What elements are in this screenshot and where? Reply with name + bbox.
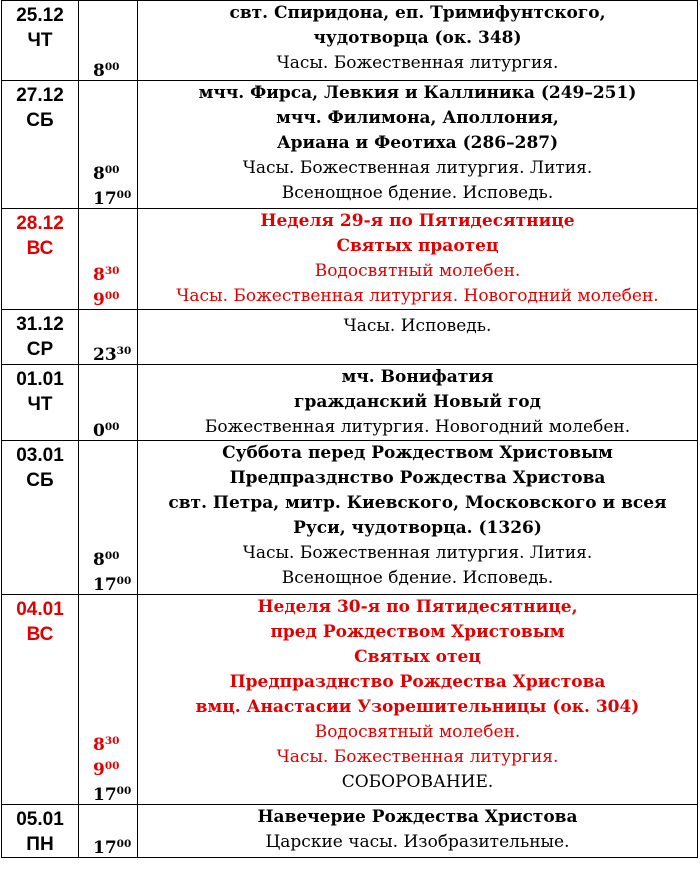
- weekday-text: ЧТ: [27, 394, 53, 415]
- feast-title: Святых праотец: [336, 236, 499, 256]
- time-cell: [79, 310, 138, 365]
- service-time: [93, 754, 137, 779]
- time-minutes: 00: [104, 760, 120, 772]
- time-minutes: 30: [116, 345, 132, 357]
- date-text: 28.12: [16, 213, 64, 234]
- description-cell: [138, 441, 698, 595]
- service-line: Всенощное бдение. Исповедь.: [281, 568, 554, 588]
- service-line: Царские часы. Изобразительные.: [265, 832, 570, 852]
- time-minutes: 00: [116, 189, 132, 201]
- date-cell: [2, 81, 79, 209]
- service-line: СОБОРОВАНИЕ.: [341, 772, 494, 792]
- time-minutes: 00: [116, 838, 132, 850]
- date-text: 03.01: [16, 445, 64, 466]
- time-hours: 9: [93, 290, 105, 310]
- time-cell: [79, 365, 138, 441]
- service-time: [93, 832, 137, 857]
- service-time: [93, 544, 137, 569]
- time-hours: 17: [93, 575, 117, 595]
- schedule-row: [2, 365, 698, 441]
- time-hours: 0: [93, 421, 105, 441]
- schedule-body: [2, 1, 698, 858]
- date-cell: [2, 310, 79, 365]
- service-line: Божественная литургия. Новогодний молебен.: [204, 417, 631, 437]
- time-minutes: 30: [104, 265, 120, 277]
- description-cell: [138, 365, 698, 441]
- description-cell: [138, 595, 698, 805]
- feast-title: Навечерие Рождества Христова: [257, 807, 578, 827]
- feast-title: мч. Вонифатия: [341, 367, 494, 387]
- time-list: [79, 158, 137, 208]
- service-time: [93, 339, 137, 364]
- time-cell: [79, 81, 138, 209]
- date-text: 31.12: [16, 314, 64, 335]
- time-list: [79, 832, 137, 857]
- description-cell: [138, 81, 698, 209]
- feast-title: свт. Петра, митр. Киевского, Московского и всея: [168, 493, 667, 513]
- time-cell: [79, 1, 138, 81]
- time-minutes: 30: [104, 735, 120, 747]
- feast-title: Святых отец: [354, 647, 481, 667]
- feast-title: свт. Спиридона, еп. Тримифунтского,: [229, 3, 606, 23]
- service-line: Часы. Божественная литургия.: [276, 53, 559, 73]
- schedule-row: [2, 1, 698, 81]
- feast-title: чудотворца (ок. 348): [313, 28, 522, 48]
- weekday-text: ВС: [26, 238, 54, 259]
- date-text: 04.01: [16, 599, 64, 620]
- service-line: Часы. Божественная литургия. Лития.: [242, 543, 593, 563]
- time-hours: 17: [93, 838, 117, 858]
- time-minutes: 00: [104, 550, 120, 562]
- service-time: [93, 259, 137, 284]
- time-list: [79, 415, 137, 440]
- description-cell: [138, 1, 698, 81]
- date-cell: [2, 805, 79, 858]
- description-cell: [138, 209, 698, 310]
- service-line: Всенощное бдение. Исповедь.: [281, 183, 554, 203]
- time-cell: [79, 209, 138, 310]
- feast-title: Неделя 30-я по Пятидесятнице,: [257, 597, 578, 617]
- feast-title: вмц. Анастасии Узорешительницы (ок. 304): [195, 697, 640, 717]
- time-list: [79, 339, 137, 364]
- feast-title: пред Рождеством Христовым: [270, 622, 565, 642]
- service-time: [93, 415, 137, 440]
- feast-title: Предпразднство Рождества Христова: [229, 468, 606, 488]
- service-line: Водосвятный молебен.: [314, 261, 521, 281]
- weekday-text: ПН: [26, 834, 54, 855]
- feast-title: Руси, чудотворца. (1326): [293, 518, 542, 538]
- date-text: 27.12: [16, 85, 64, 106]
- description-cell: [138, 805, 698, 858]
- schedule-row: [2, 310, 698, 365]
- schedule-row: [2, 441, 698, 595]
- service-line: Водосвятный молебен.: [314, 722, 521, 742]
- time-minutes: 00: [104, 290, 120, 302]
- schedule-row: [2, 595, 698, 805]
- time-minutes: 00: [116, 575, 132, 587]
- date-cell: [2, 209, 79, 310]
- time-cell: [79, 595, 138, 805]
- time-hours: 8: [93, 61, 105, 81]
- service-time: [93, 183, 137, 208]
- time-hours: 8: [93, 550, 105, 570]
- feast-title: Суббота перед Рождеством Христовым: [222, 443, 613, 463]
- weekday-text: СР: [26, 339, 54, 360]
- service-line: Часы. Божественная литургия. Лития.: [242, 158, 593, 178]
- feast-title: Предпразднство Рождества Христова: [229, 672, 606, 692]
- date-cell: [2, 595, 79, 805]
- service-time: [93, 779, 137, 804]
- time-hours: 23: [93, 345, 117, 365]
- date-text: 01.01: [16, 369, 64, 390]
- service-time: [93, 729, 137, 754]
- time-hours: 8: [93, 164, 105, 184]
- date-cell: [2, 441, 79, 595]
- feast-title: Неделя 29-я по Пятидесятнице: [260, 211, 575, 231]
- date-cell: [2, 365, 79, 441]
- time-minutes: 00: [104, 61, 120, 73]
- description-cell: [138, 310, 698, 365]
- service-time: [93, 158, 137, 183]
- feast-title: гражданский Новый год: [294, 392, 541, 412]
- weekday-text: ЧТ: [27, 30, 53, 51]
- feast-title: Ариана и Феотиха (286–287): [276, 133, 559, 153]
- service-time: [93, 55, 137, 80]
- service-time: [93, 569, 137, 594]
- schedule-row: [2, 81, 698, 209]
- time-list: [79, 729, 137, 804]
- time-list: [79, 55, 137, 80]
- time-minutes: 00: [104, 164, 120, 176]
- feast-title: мчч. Филимона, Аполлония,: [276, 108, 559, 128]
- time-list: [79, 259, 137, 309]
- time-hours: 8: [93, 735, 105, 755]
- date-text: 25.12: [16, 5, 64, 26]
- date-text: 05.01: [16, 809, 64, 830]
- schedule-row: [2, 209, 698, 310]
- schedule-row: [2, 805, 698, 858]
- time-hours: 17: [93, 189, 117, 209]
- weekday-text: СБ: [26, 470, 54, 491]
- time-list: [79, 544, 137, 594]
- date-cell: [2, 1, 79, 81]
- time-minutes: 00: [116, 785, 132, 797]
- weekday-text: ВС: [26, 624, 54, 645]
- service-line: Часы. Божественная литургия.: [276, 747, 559, 767]
- time-hours: 9: [93, 760, 105, 780]
- service-line: Часы. Исповедь.: [343, 316, 492, 336]
- service-line: Часы. Божественная литургия. Новогодний молебен.: [176, 286, 659, 306]
- time-minutes: 00: [104, 421, 120, 433]
- service-time: [93, 284, 137, 309]
- time-hours: 8: [93, 265, 105, 285]
- time-cell: [79, 805, 138, 858]
- time-hours: 17: [93, 785, 117, 805]
- feast-title: мчч. Фирса, Левкия и Каллиника (249–251): [198, 83, 637, 103]
- weekday-text: СБ: [26, 110, 54, 131]
- time-cell: [79, 441, 138, 595]
- schedule-table: [1, 0, 698, 858]
